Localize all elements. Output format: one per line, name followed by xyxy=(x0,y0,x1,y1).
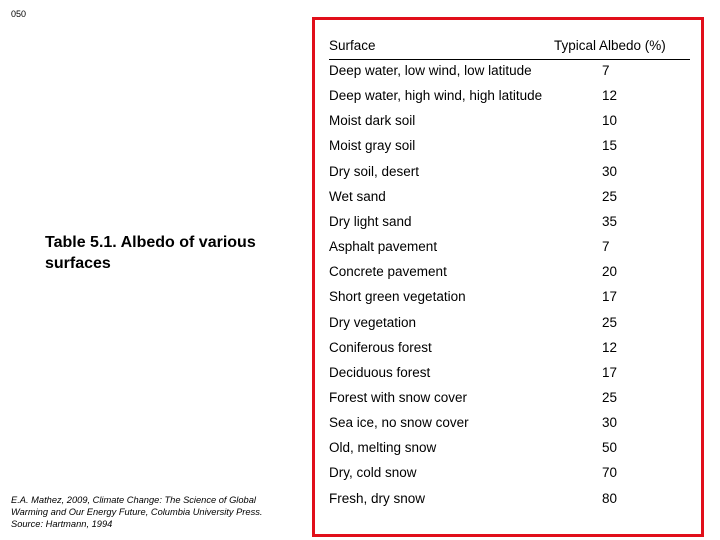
table-row xyxy=(329,365,690,385)
surface-cell: Dry, cold snow xyxy=(329,465,417,481)
table-caption: Table 5.1. Albedo of various surfaces xyxy=(45,234,256,272)
surface-cell: Dry light sand xyxy=(329,213,412,229)
surface-cell: Moist dark soil xyxy=(329,113,416,129)
table-row xyxy=(329,340,690,360)
albedo-cell: 35 xyxy=(602,213,618,229)
surface-cell: Sea ice, no snow cover xyxy=(329,415,469,431)
slide-number: 050 xyxy=(11,9,27,19)
table-row xyxy=(329,390,690,410)
table-row xyxy=(329,164,690,184)
albedo-cell: 30 xyxy=(602,163,618,179)
surface-cell: Deep water, high wind, high latitude xyxy=(329,88,543,104)
albedo-cell: 25 xyxy=(602,188,618,204)
table-row xyxy=(329,289,690,309)
surface-cell: Wet sand xyxy=(329,188,386,204)
surface-cell: Coniferous forest xyxy=(329,339,432,355)
table-row xyxy=(329,315,690,335)
table-row xyxy=(329,88,690,108)
albedo-cell: 12 xyxy=(602,339,618,355)
surface-cell: Asphalt pavement xyxy=(329,239,438,255)
table-row xyxy=(329,189,690,209)
albedo-cell: 7 xyxy=(602,239,610,255)
table-row xyxy=(329,138,690,158)
albedo-cell: 20 xyxy=(602,264,618,280)
table-row xyxy=(329,214,690,234)
albedo-cell: 17 xyxy=(602,364,618,380)
surface-cell: Old, melting snow xyxy=(329,440,437,456)
albedo-cell: 70 xyxy=(602,465,618,481)
albedo-cell: 50 xyxy=(602,440,618,456)
albedo-cell: 17 xyxy=(602,289,618,305)
table-row xyxy=(329,113,690,133)
table-row xyxy=(329,63,690,83)
column-header-surface: Surface xyxy=(329,38,376,53)
albedo-cell: 80 xyxy=(602,490,618,506)
header-divider xyxy=(329,59,690,60)
surface-cell: Deciduous forest xyxy=(329,364,431,380)
table-row xyxy=(329,465,690,485)
surface-cell: Forest with snow cover xyxy=(329,389,468,405)
table-row xyxy=(329,415,690,435)
surface-cell: Fresh, dry snow xyxy=(329,490,426,506)
surface-cell: Short green vegetation xyxy=(329,289,466,305)
surface-cell: Dry vegetation xyxy=(329,314,417,330)
surface-cell: Deep water, low wind, low latitude xyxy=(329,63,532,78)
table-row xyxy=(329,239,690,259)
table-row xyxy=(329,440,690,460)
albedo-cell: 7 xyxy=(602,63,610,78)
column-header-albedo: Typical Albedo (%) xyxy=(554,38,666,53)
table-row xyxy=(329,491,690,511)
albedo-cell: 25 xyxy=(602,314,618,330)
table-row xyxy=(329,264,690,284)
albedo-cell: 15 xyxy=(602,138,618,154)
surface-cell: Concrete pavement xyxy=(329,264,447,280)
surface-cell: Dry soil, desert xyxy=(329,163,420,179)
albedo-cell: 10 xyxy=(602,113,618,129)
albedo-cell: 30 xyxy=(602,415,618,431)
surface-cell: Moist gray soil xyxy=(329,138,416,154)
source-citation: E.A. Mathez, 2009, Climate Change: The Science of Global Warming and Our Energy Future, Columbia University Press. Source: Hartmann, 1994 xyxy=(11,495,263,529)
albedo-cell: 25 xyxy=(602,389,618,405)
albedo-cell: 12 xyxy=(602,88,618,104)
